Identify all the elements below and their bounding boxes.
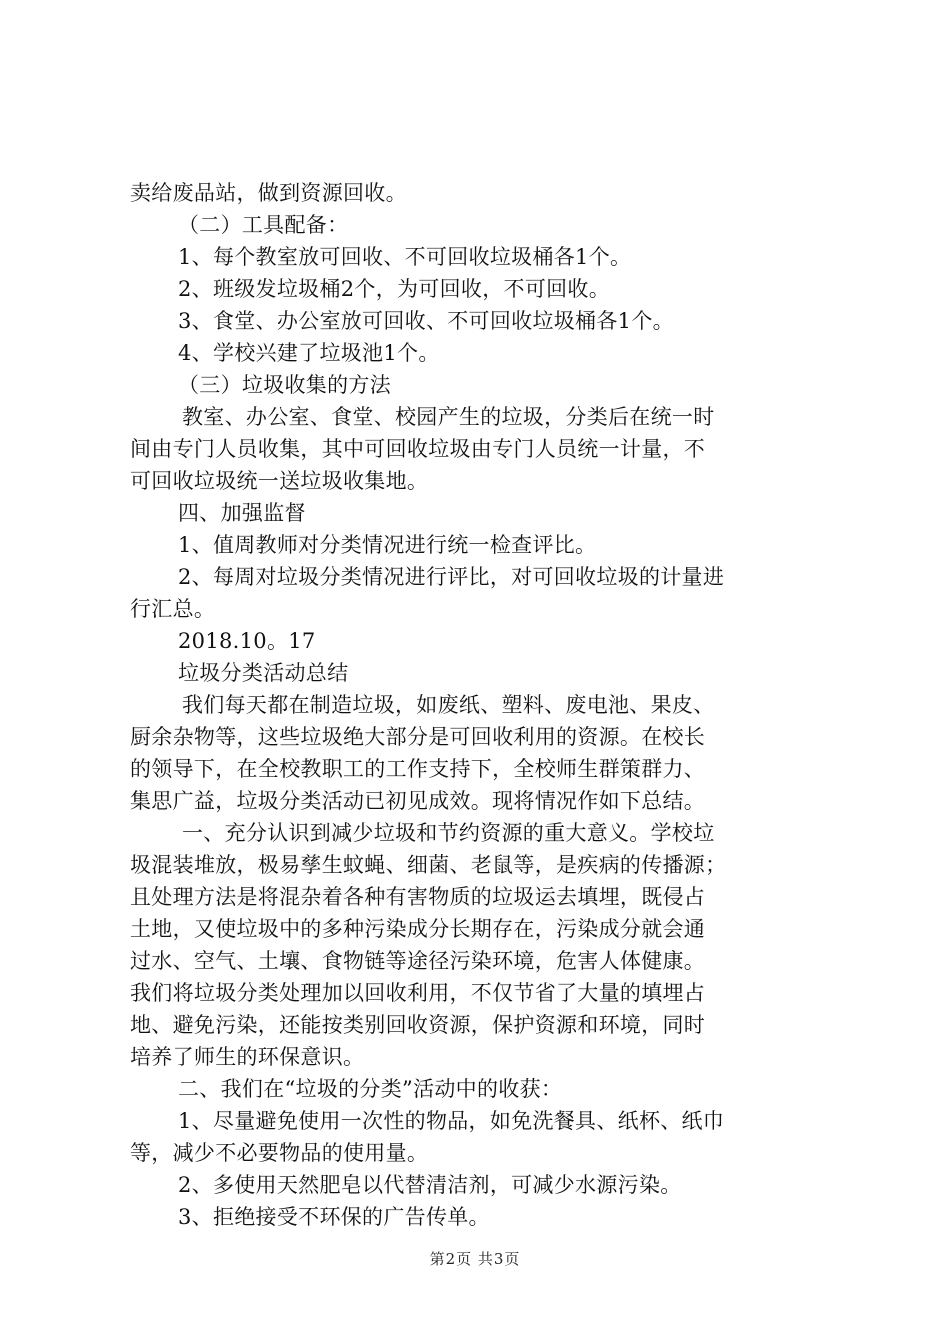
text-line: 4、学校兴建了垃圾池1个。	[178, 341, 440, 365]
text-line: 且处理方法是将混杂着各种有害物质的垃圾运去填埋，既侵占	[130, 885, 706, 909]
page-number-footer: 第2页 共3页	[429, 1250, 521, 1268]
text-line: 1、尽量避免使用一次性的物品，如免洗餐具、纸杯、纸巾	[178, 1109, 725, 1133]
text-line: 1、值周教师对分类情况进行统一检查评比。	[178, 533, 597, 557]
date-line: 2018.10。17	[178, 629, 316, 653]
text-line: 2、每周对垃圾分类情况进行评比，对可回收垃圾的计量进	[178, 565, 725, 589]
text-line: 教室、办公室、食堂、校园产生的垃圾，分类后在统一时	[182, 405, 715, 429]
text-line: 厨余杂物等，这些垃圾绝大部分是可回收利用的资源。在校长	[130, 725, 706, 749]
text-line: 间由专门人员收集，其中可回收垃圾由专门人员统一计量，不	[130, 437, 706, 461]
document-body	[130, 177, 830, 1233]
text-line: 行汇总。	[130, 597, 216, 621]
text-line: 我们将垃圾分类处理加以回收利用，不仅节省了大量的填埋占	[130, 981, 706, 1005]
section-heading: 四、加强监督	[178, 501, 306, 525]
section-heading: （三）垃圾收集的方法	[178, 373, 391, 397]
text-line: 集思广益，垃圾分类活动已初见成效。现将情况作如下总结。	[130, 789, 706, 813]
text-line: 3、食堂、办公室放可回收、不可回收垃圾桶各1个。	[178, 309, 674, 333]
text-line: 一、充分认识到减少垃圾和节约资源的重大意义。学校垃	[182, 821, 715, 845]
text-line: 可回收垃圾统一送垃圾收集地。	[130, 469, 429, 493]
text-line: 地、避免污染，还能按类别回收资源，保护资源和环境，同时	[130, 1013, 706, 1037]
text-line: 2、多使用天然肥皂以代替清洁剂，可减少水源污染。	[178, 1173, 682, 1197]
text-line: 土地，又使垃圾中的多种污染成分长期存在，污染成分就会通	[130, 917, 706, 941]
text-line: 的领导下，在全校教职工的工作支持下，全校师生群策群力、	[130, 757, 706, 781]
text-line: 1、每个教室放可回收、不可回收垃圾桶各1个。	[178, 245, 632, 269]
text-line: 我们每天都在制造垃圾，如废纸、塑料、废电池、果皮、	[182, 693, 715, 717]
text-line: 卖给废品站，做到资源回收。	[130, 181, 407, 205]
text-line: 培养了师生的环保意识。	[130, 1045, 365, 1069]
document-title: 垃圾分类活动总结	[178, 661, 349, 685]
text-line: 等，减少不必要物品的使用量。	[130, 1141, 429, 1165]
section-heading: （二）工具配备：	[178, 213, 349, 237]
text-line: 过水、空气、土壤、食物链等途径污染环境，危害人体健康。	[130, 949, 706, 973]
text-line: 3、拒绝接受不环保的广告传单。	[178, 1205, 490, 1229]
text-line: 2、班级发垃圾桶2个，为可回收，不可回收。	[178, 277, 611, 301]
text-line: 圾混装堆放，极易孳生蚊蝇、细菌、老鼠等，是疾病的传播源；	[130, 853, 727, 877]
section-heading: 二、我们在“垃圾的分类”活动中的收获：	[178, 1077, 563, 1101]
